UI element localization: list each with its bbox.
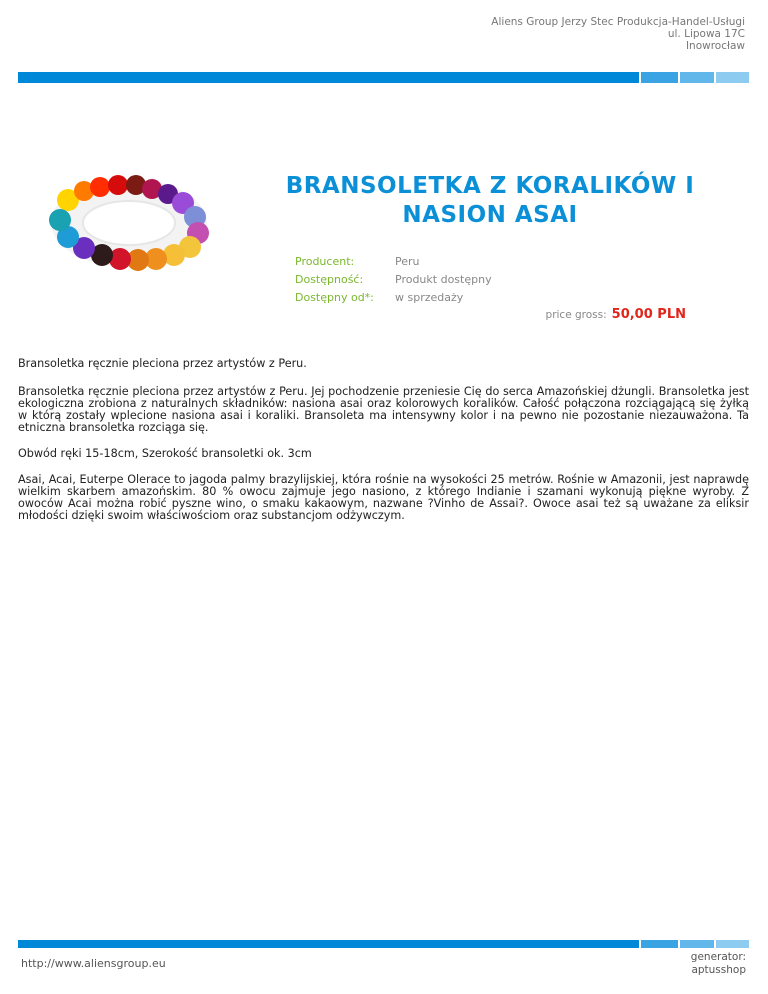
company-city: Inowrocław xyxy=(685,40,745,52)
attribute-value: w sprzedaży xyxy=(395,290,464,304)
generator-label: generator: xyxy=(690,951,746,963)
product-image xyxy=(40,165,218,275)
footer-generator xyxy=(691,951,746,977)
attribute-row-availability xyxy=(295,270,492,288)
product-description xyxy=(18,358,749,536)
price-value: 50,00 PLN xyxy=(611,307,686,322)
product-attributes xyxy=(295,252,492,306)
attribute-row-available-from xyxy=(295,288,492,306)
attribute-label: Dostępność: xyxy=(295,272,364,286)
header-divider-bar xyxy=(18,72,749,83)
company-street: ul. Lipowa 17C xyxy=(667,28,745,40)
product-title: BRANSOLETKA Z KORALIKÓW I NASION ASAI xyxy=(285,173,695,228)
footer-website-link[interactable]: http://www.aliensgroup.eu xyxy=(21,957,166,970)
company-address xyxy=(491,16,745,52)
short-description: Bransoletka ręcznie pleciona przez artystów z Peru. xyxy=(18,357,307,370)
description-paragraph: Obwód ręki 15-18cm, Szerokość bransoletki ok. 3cm xyxy=(18,447,312,460)
attribute-value: Peru xyxy=(395,254,420,268)
footer-divider-bar xyxy=(18,940,749,948)
price-block xyxy=(546,307,686,322)
attribute-row-producer xyxy=(295,252,492,270)
price-label: price gross: xyxy=(545,309,607,321)
description-paragraph: Asai, Acai, Euterpe Olerace to jagoda palmy brazylijskiej, która rośnie na wysokości 25 metrów. Rośnie w Amazonii, jest naprawdę wielkim skarbem amazońskim. 80 % owocu zajmuje jego nasiono, z którego Indianie i szamani wykonują piękne wyroby. Z owoców Acai można robić pyszne wino, o smaku kakaowym, nazwane ?Vinho de Assai?. Owoce asai też są uważane za eliksir młodości dzięki swoim właściwościom oraz substancjom odżywczym. xyxy=(18,473,749,522)
description-paragraph: Bransoletka ręcznie pleciona przez artystów z Peru. Jej pochodzenie przeniesie Cię do serca Amazońskiej dżungli. Bransoletka jest ekologiczna zrobiona z naturalnych składników: nasiona asai oraz kolorowych koralików. Całość połączona rozciągającą się żyłką w którą zostały wplecione nasiona asai i koraliki. Bransoleta ma intensywny kolor i na pewno nie pozostanie niezauważona. Ta etniczna bransoletka rozciąga się. xyxy=(18,385,749,434)
company-name: Aliens Group Jerzy Stec Produkcja-Handel-Usługi xyxy=(491,16,745,28)
attribute-label: Producent: xyxy=(295,254,355,268)
attribute-value: Produkt dostępny xyxy=(395,272,492,286)
generator-name: aptusshop xyxy=(691,964,746,976)
attribute-label: Dostępny od*: xyxy=(295,290,374,304)
